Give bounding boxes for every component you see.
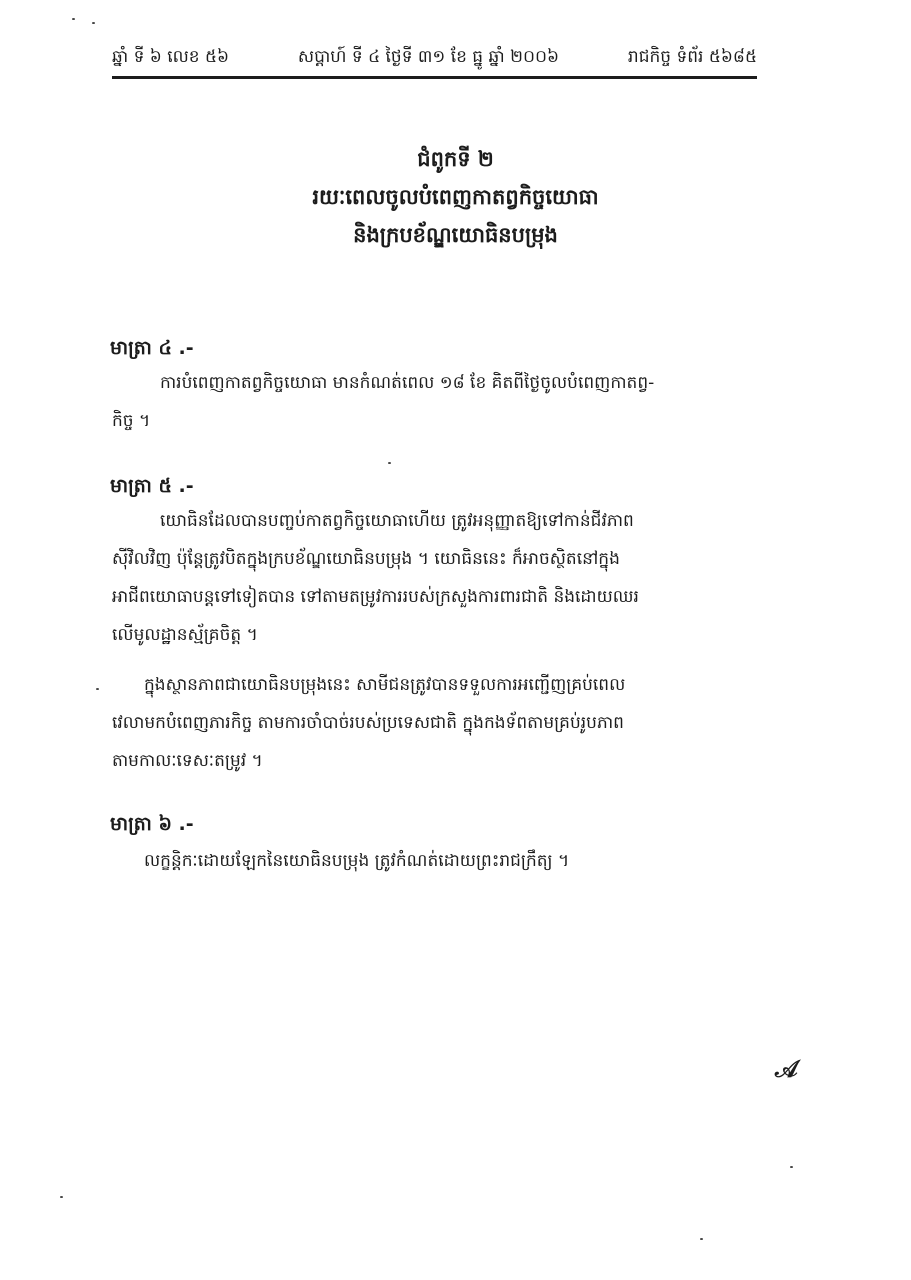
- article-5-line-1: យោធិនដែលបានបញ្ចប់កាតព្វកិច្ចយោធាហើយ ត្រូវអនុញ្ញាតឱ្យទៅកាន់ជីវភាព: [160, 511, 634, 531]
- gazette-header: [112, 40, 757, 79]
- article-4-line-2: កិច្ច ។: [112, 411, 151, 431]
- article-6-line-1: លក្ខន្តិកៈដោយឡែកនៃយោធិនបម្រុង ត្រូវកំណត់ដោយព្រះរាជក្រឹត្យ ។: [144, 851, 570, 871]
- article-5-line-6: វេលាមកបំពេញភារកិច្ច តាមការចាំបាច់របស់ប្រទេសជាតិ ក្នុងកងទ័ពតាមគ្រប់រូបភាព: [112, 713, 624, 733]
- article-5-line-4: លើមូលដ្ឋានស្ម័គ្រចិត្ត ។: [112, 625, 258, 645]
- article-5-line-2: ស៊ីវិលវិញ ប៉ុន្តែត្រូវបិតក្នុងក្របខ័ណ្ឌយោធិនបម្រុង ។ យោធិននេះ ក៏អាចស្ថិតនៅក្នុង: [112, 549, 620, 569]
- article-5-line-5: ក្នុងស្ថានភាពជាយោធិនបម្រុងនេះ សាមីជនត្រូវបានទទួលការអញ្ជើញគ្រប់ពេល: [144, 675, 626, 695]
- scan-speck: [700, 1238, 703, 1240]
- article-4-heading: មាត្រា ៤ .-: [110, 337, 194, 359]
- scan-speck: [60, 1196, 63, 1198]
- article-5-line-7: តាមកាលៈទេសៈតម្រូវ ។: [112, 751, 263, 771]
- scan-speck: [72, 18, 75, 20]
- article-5-heading: មាត្រា ៥ .-: [110, 475, 194, 497]
- header-issue: ឆ្នាំ ទី ៦ លេខ ៥៦: [112, 46, 230, 67]
- header-page-number: រាជកិច្ច ទំព័រ ៥៦៨៥: [627, 46, 757, 67]
- scan-speck: [96, 688, 99, 690]
- chapter-title-line2: និងក្របខ័ណ្ឌយោធិនបម្រុង: [353, 223, 558, 247]
- chapter-title-block: [0, 140, 911, 254]
- scan-speck: [790, 1166, 793, 1168]
- handwritten-margin-mark: 𝒜: [775, 1055, 798, 1083]
- chapter-number: ជំពូកទី ២: [417, 147, 494, 171]
- header-date: សប្ដាហ៍ ទី ៤ ថ្ងៃទី ៣១ ខែ ធ្នូ ឆ្នាំ ២០០៦: [297, 46, 560, 67]
- scan-speck: [92, 22, 95, 24]
- chapter-title-line1: រយៈពេលចូលបំពេញកាតព្វកិច្ចយោធា: [312, 185, 599, 209]
- article-5-line-3: អាជីពយោធាបន្តទៅទៀតបាន ទៅតាមតម្រូវការរបស់ក្រសួងការពារជាតិ និងដោយឈរ: [112, 587, 639, 607]
- article-4-line-1: ការបំពេញកាតព្វកិច្ចយោធា មានកំណត់ពេល ១៨ ខែ គិតពីថ្ងៃចូលបំពេញកាតព្វ-: [160, 373, 655, 393]
- scan-speck: [388, 462, 391, 464]
- article-6-heading: មាត្រា ៦ .-: [110, 813, 194, 835]
